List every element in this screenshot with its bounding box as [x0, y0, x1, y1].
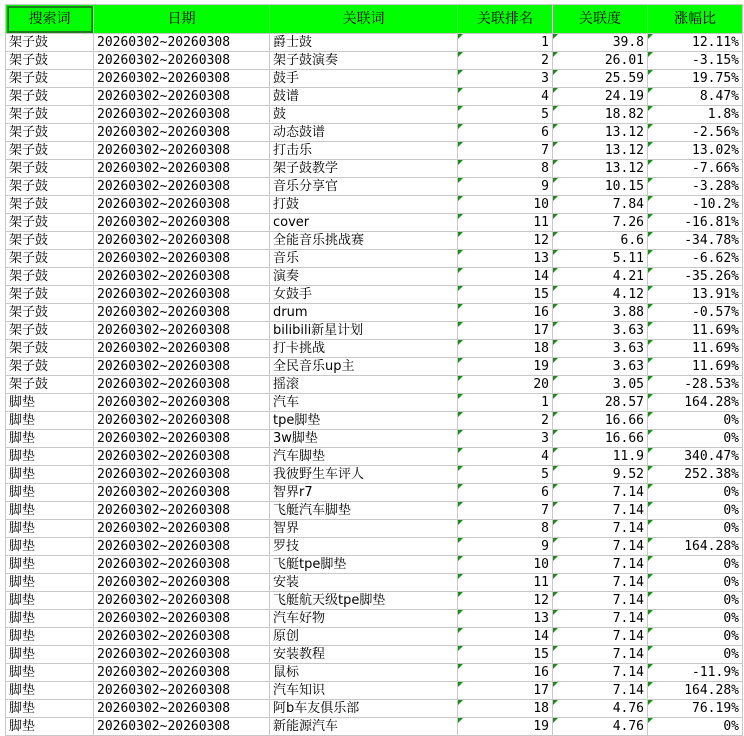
cell-date[interactable]: 20260302~20260308 — [94, 196, 270, 214]
cell-relevance[interactable]: 7.14 — [553, 664, 648, 682]
cell-related-word[interactable]: 飞艇tpe脚垫 — [270, 556, 458, 574]
header-related-word[interactable]: 关联词 — [270, 5, 458, 34]
table-row — [6, 628, 743, 646]
cell-related-rank[interactable]: 17 — [458, 322, 553, 340]
cell-related-rank[interactable]: 2 — [458, 52, 553, 70]
cell-relevance[interactable]: 4.21 — [553, 268, 648, 286]
header-row — [6, 5, 743, 34]
cell-relevance[interactable]: 18.82 — [553, 106, 648, 124]
cell-growth-rate[interactable]: 164.28% — [648, 394, 743, 412]
cell-related-rank[interactable]: 7 — [458, 142, 553, 160]
table-row — [6, 232, 743, 250]
cell-search-term[interactable]: 架子鼓 — [6, 322, 94, 340]
cell-growth-rate[interactable]: 340.47% — [648, 448, 743, 466]
cell-date[interactable]: 20260302~20260308 — [94, 484, 270, 502]
cell-related-rank[interactable]: 18 — [458, 340, 553, 358]
cell-date[interactable]: 20260302~20260308 — [94, 286, 270, 304]
header-related-rank[interactable]: 关联排名 — [458, 5, 553, 34]
cell-search-term[interactable]: 脚垫 — [6, 592, 94, 610]
cell-date[interactable]: 20260302~20260308 — [94, 88, 270, 106]
cell-related-word[interactable]: 鼓谱 — [270, 88, 458, 106]
cell-search-term[interactable]: 脚垫 — [6, 430, 94, 448]
cell-related-word[interactable]: bilibili新星计划 — [270, 322, 458, 340]
cell-search-term[interactable]: 脚垫 — [6, 394, 94, 412]
cell-relevance[interactable]: 7.14 — [553, 520, 648, 538]
cell-related-word[interactable]: 飞艇航天级tpe脚垫 — [270, 592, 458, 610]
table-row — [6, 520, 743, 538]
cell-relevance[interactable]: 7.14 — [553, 538, 648, 556]
cell-growth-rate[interactable]: 13.02% — [648, 142, 743, 160]
table-row — [6, 124, 743, 142]
cell-relevance[interactable]: 4.76 — [553, 700, 648, 718]
cell-related-rank[interactable]: 5 — [458, 466, 553, 484]
cell-growth-rate[interactable]: 0% — [648, 592, 743, 610]
cell-date[interactable]: 20260302~20260308 — [94, 304, 270, 322]
cell-date[interactable]: 20260302~20260308 — [94, 592, 270, 610]
cell-date[interactable]: 20260302~20260308 — [94, 502, 270, 520]
cell-related-word[interactable]: 爵士鼓 — [270, 34, 458, 52]
cell-growth-rate[interactable]: 0% — [648, 412, 743, 430]
cell-related-rank[interactable]: 8 — [458, 520, 553, 538]
cell-growth-rate[interactable]: -10.2% — [648, 196, 743, 214]
cell-relevance[interactable]: 4.76 — [553, 718, 648, 736]
table-row — [6, 700, 743, 718]
cell-relevance[interactable]: 16.66 — [553, 412, 648, 430]
cell-growth-rate[interactable]: -0.57% — [648, 304, 743, 322]
cell-relevance[interactable]: 7.14 — [553, 628, 648, 646]
cell-search-term[interactable]: 架子鼓 — [6, 178, 94, 196]
cell-related-word[interactable]: 鼓手 — [270, 70, 458, 88]
cell-search-term[interactable]: 脚垫 — [6, 628, 94, 646]
cell-relevance[interactable]: 7.14 — [553, 574, 648, 592]
cell-growth-rate[interactable]: 0% — [648, 502, 743, 520]
cell-related-word[interactable]: 女鼓手 — [270, 286, 458, 304]
header-search-term[interactable]: 搜索词 — [6, 5, 94, 34]
table-row — [6, 160, 743, 178]
cell-search-term[interactable]: 架子鼓 — [6, 160, 94, 178]
cell-date[interactable]: 20260302~20260308 — [94, 664, 270, 682]
cell-growth-rate[interactable]: 252.38% — [648, 466, 743, 484]
table-row — [6, 376, 743, 394]
cell-search-term[interactable]: 架子鼓 — [6, 196, 94, 214]
table-row — [6, 502, 743, 520]
table-row — [6, 70, 743, 88]
cell-related-rank[interactable]: 14 — [458, 268, 553, 286]
cell-date[interactable]: 20260302~20260308 — [94, 142, 270, 160]
cell-search-term[interactable]: 架子鼓 — [6, 358, 94, 376]
cell-growth-rate[interactable]: 0% — [648, 484, 743, 502]
cell-related-rank[interactable]: 16 — [458, 664, 553, 682]
header-date[interactable]: 日期 — [94, 5, 270, 34]
cell-relevance[interactable]: 5.11 — [553, 250, 648, 268]
cell-date[interactable]: 20260302~20260308 — [94, 412, 270, 430]
cell-search-term[interactable]: 架子鼓 — [6, 124, 94, 142]
cell-relevance[interactable]: 24.19 — [553, 88, 648, 106]
table-row — [6, 664, 743, 682]
table-row — [6, 142, 743, 160]
cell-date[interactable]: 20260302~20260308 — [94, 160, 270, 178]
cell-related-rank[interactable]: 12 — [458, 592, 553, 610]
cell-relevance[interactable]: 3.05 — [553, 376, 648, 394]
cell-related-word[interactable]: 打鼓 — [270, 196, 458, 214]
cell-growth-rate[interactable]: 11.69% — [648, 340, 743, 358]
cell-relevance[interactable]: 7.14 — [553, 502, 648, 520]
cell-search-term[interactable]: 脚垫 — [6, 538, 94, 556]
cell-growth-rate[interactable]: -6.62% — [648, 250, 743, 268]
cell-growth-rate[interactable]: -35.26% — [648, 268, 743, 286]
cell-relevance[interactable]: 7.14 — [553, 592, 648, 610]
cell-growth-rate[interactable]: 11.69% — [648, 358, 743, 376]
cell-related-rank[interactable]: 12 — [458, 232, 553, 250]
cell-related-rank[interactable]: 10 — [458, 556, 553, 574]
cell-relevance[interactable]: 3.63 — [553, 340, 648, 358]
cell-growth-rate[interactable]: 76.19% — [648, 700, 743, 718]
cell-date[interactable]: 20260302~20260308 — [94, 466, 270, 484]
table-row — [6, 538, 743, 556]
cell-date[interactable]: 20260302~20260308 — [94, 52, 270, 70]
cell-relevance[interactable]: 7.14 — [553, 646, 648, 664]
cell-relevance[interactable]: 7.26 — [553, 214, 648, 232]
cell-related-word[interactable]: 架子鼓演奏 — [270, 52, 458, 70]
cell-date[interactable]: 20260302~20260308 — [94, 232, 270, 250]
cell-search-term[interactable]: 架子鼓 — [6, 250, 94, 268]
cell-relevance[interactable]: 7.84 — [553, 196, 648, 214]
cell-date[interactable]: 20260302~20260308 — [94, 556, 270, 574]
table-row — [6, 646, 743, 664]
table-row — [6, 106, 743, 124]
cell-search-term[interactable]: 架子鼓 — [6, 376, 94, 394]
cell-date[interactable]: 20260302~20260308 — [94, 394, 270, 412]
cell-search-term[interactable]: 脚垫 — [6, 700, 94, 718]
cell-related-word[interactable]: 鼓 — [270, 106, 458, 124]
cell-related-rank[interactable]: 7 — [458, 502, 553, 520]
cell-related-word[interactable]: 智界 — [270, 520, 458, 538]
cell-search-term[interactable]: 脚垫 — [6, 448, 94, 466]
cell-related-word[interactable]: 动态鼓谱 — [270, 124, 458, 142]
cell-date[interactable]: 20260302~20260308 — [94, 250, 270, 268]
cell-growth-rate[interactable]: 0% — [648, 628, 743, 646]
cell-related-rank[interactable]: 15 — [458, 646, 553, 664]
cell-related-word[interactable]: 架子鼓教学 — [270, 160, 458, 178]
cell-relevance[interactable]: 7.14 — [553, 610, 648, 628]
cell-growth-rate[interactable]: -3.28% — [648, 178, 743, 196]
cell-related-rank[interactable]: 6 — [458, 124, 553, 142]
cell-relevance[interactable]: 13.12 — [553, 142, 648, 160]
cell-related-rank[interactable]: 4 — [458, 448, 553, 466]
cell-search-term[interactable]: 脚垫 — [6, 646, 94, 664]
cell-related-rank[interactable]: 19 — [458, 358, 553, 376]
table-body — [6, 34, 743, 736]
table-row — [6, 610, 743, 628]
cell-date[interactable]: 20260302~20260308 — [94, 700, 270, 718]
cell-growth-rate[interactable]: 8.47% — [648, 88, 743, 106]
table-row — [6, 592, 743, 610]
cell-date[interactable]: 20260302~20260308 — [94, 610, 270, 628]
table-row — [6, 250, 743, 268]
cell-search-term[interactable]: 脚垫 — [6, 502, 94, 520]
cell-relevance[interactable]: 11.9 — [553, 448, 648, 466]
cell-related-rank[interactable]: 10 — [458, 196, 553, 214]
cell-date[interactable]: 20260302~20260308 — [94, 124, 270, 142]
cell-relevance[interactable]: 10.15 — [553, 178, 648, 196]
cell-relevance[interactable]: 16.66 — [553, 430, 648, 448]
cell-related-word[interactable]: 鼠标 — [270, 664, 458, 682]
table-row — [6, 322, 743, 340]
cell-related-rank[interactable]: 14 — [458, 628, 553, 646]
cell-growth-rate[interactable]: 12.11% — [648, 34, 743, 52]
cell-related-word[interactable]: 全民音乐up主 — [270, 358, 458, 376]
cell-date[interactable]: 20260302~20260308 — [94, 214, 270, 232]
table-row — [6, 286, 743, 304]
spreadsheet-grid — [5, 4, 743, 736]
cell-growth-rate[interactable]: 13.91% — [648, 286, 743, 304]
header-growth-rate[interactable]: 涨幅比 — [648, 5, 743, 34]
cell-relevance[interactable]: 4.12 — [553, 286, 648, 304]
cell-search-term[interactable]: 架子鼓 — [6, 142, 94, 160]
cell-growth-rate[interactable]: -3.15% — [648, 52, 743, 70]
header-relevance[interactable]: 关联度 — [553, 5, 648, 34]
cell-related-word[interactable]: 原创 — [270, 628, 458, 646]
table-row — [6, 412, 743, 430]
cell-related-word[interactable]: 演奏 — [270, 268, 458, 286]
cell-search-term[interactable]: 架子鼓 — [6, 304, 94, 322]
cell-related-rank[interactable]: 3 — [458, 70, 553, 88]
cell-search-term[interactable]: 脚垫 — [6, 520, 94, 538]
table-row — [6, 340, 743, 358]
cell-related-rank[interactable]: 18 — [458, 700, 553, 718]
cell-related-word[interactable]: 阿b车友俱乐部 — [270, 700, 458, 718]
cell-related-word[interactable]: 全能音乐挑战赛 — [270, 232, 458, 250]
cell-search-term[interactable]: 架子鼓 — [6, 34, 94, 52]
cell-search-term[interactable]: 架子鼓 — [6, 286, 94, 304]
cell-related-word[interactable]: 3w脚垫 — [270, 430, 458, 448]
cell-relevance[interactable]: 9.52 — [553, 466, 648, 484]
cell-relevance[interactable]: 7.14 — [553, 556, 648, 574]
cell-date[interactable]: 20260302~20260308 — [94, 340, 270, 358]
cell-growth-rate[interactable]: 0% — [648, 520, 743, 538]
cell-related-rank[interactable]: 13 — [458, 250, 553, 268]
cell-related-rank[interactable]: 8 — [458, 160, 553, 178]
cell-search-term[interactable]: 脚垫 — [6, 682, 94, 700]
cell-date[interactable]: 20260302~20260308 — [94, 70, 270, 88]
cell-growth-rate[interactable]: 0% — [648, 556, 743, 574]
cell-related-word[interactable]: 汽车好物 — [270, 610, 458, 628]
cell-search-term[interactable]: 架子鼓 — [6, 52, 94, 70]
cell-growth-rate[interactable]: -16.81% — [648, 214, 743, 232]
cell-related-rank[interactable]: 5 — [458, 106, 553, 124]
cell-related-word[interactable]: 罗技 — [270, 538, 458, 556]
cell-related-word[interactable]: drum — [270, 304, 458, 322]
cell-search-term[interactable]: 脚垫 — [6, 574, 94, 592]
cell-date[interactable]: 20260302~20260308 — [94, 448, 270, 466]
cell-related-rank[interactable]: 13 — [458, 610, 553, 628]
cell-related-word[interactable]: 安装教程 — [270, 646, 458, 664]
cell-relevance[interactable]: 6.6 — [553, 232, 648, 250]
cell-date[interactable]: 20260302~20260308 — [94, 520, 270, 538]
table-row — [6, 88, 743, 106]
cell-date[interactable]: 20260302~20260308 — [94, 682, 270, 700]
cell-date[interactable]: 20260302~20260308 — [94, 376, 270, 394]
cell-search-term[interactable]: 架子鼓 — [6, 88, 94, 106]
cell-related-rank[interactable]: 1 — [458, 34, 553, 52]
cell-date[interactable]: 20260302~20260308 — [94, 358, 270, 376]
table-row — [6, 52, 743, 70]
table-row — [6, 304, 743, 322]
cell-relevance[interactable]: 39.8 — [553, 34, 648, 52]
cell-related-rank[interactable]: 11 — [458, 574, 553, 592]
cell-growth-rate[interactable]: 0% — [648, 718, 743, 736]
cell-related-rank[interactable]: 1 — [458, 394, 553, 412]
table-row — [6, 394, 743, 412]
table-row — [6, 556, 743, 574]
cell-relevance[interactable]: 25.59 — [553, 70, 648, 88]
cell-growth-rate[interactable]: 19.75% — [648, 70, 743, 88]
cell-growth-rate[interactable]: 0% — [648, 646, 743, 664]
cell-growth-rate[interactable]: 164.28% — [648, 682, 743, 700]
cell-related-rank[interactable]: 20 — [458, 376, 553, 394]
cell-date[interactable]: 20260302~20260308 — [94, 646, 270, 664]
table-row — [6, 466, 743, 484]
cell-relevance[interactable]: 3.88 — [553, 304, 648, 322]
cell-relevance[interactable]: 13.12 — [553, 124, 648, 142]
cell-search-term[interactable]: 脚垫 — [6, 412, 94, 430]
table-row — [6, 484, 743, 502]
cell-related-word[interactable]: cover — [270, 214, 458, 232]
cell-relevance[interactable]: 3.63 — [553, 322, 648, 340]
cell-search-term[interactable]: 脚垫 — [6, 610, 94, 628]
cell-growth-rate[interactable]: -34.78% — [648, 232, 743, 250]
cell-related-rank[interactable]: 15 — [458, 286, 553, 304]
cell-growth-rate[interactable]: -11.9% — [648, 664, 743, 682]
cell-search-term[interactable]: 架子鼓 — [6, 268, 94, 286]
cell-related-rank[interactable]: 9 — [458, 538, 553, 556]
cell-search-term[interactable]: 脚垫 — [6, 556, 94, 574]
cell-date[interactable]: 20260302~20260308 — [94, 106, 270, 124]
cell-growth-rate[interactable]: -7.66% — [648, 160, 743, 178]
cell-related-rank[interactable]: 16 — [458, 304, 553, 322]
cell-related-word[interactable]: 飞艇汽车脚垫 — [270, 502, 458, 520]
cell-relevance[interactable]: 13.12 — [553, 160, 648, 178]
cell-search-term[interactable]: 脚垫 — [6, 718, 94, 736]
cell-related-word[interactable]: 打卡挑战 — [270, 340, 458, 358]
cell-search-term[interactable]: 脚垫 — [6, 484, 94, 502]
cell-search-term[interactable]: 架子鼓 — [6, 70, 94, 88]
cell-related-word[interactable]: 汽车脚垫 — [270, 448, 458, 466]
table-row — [6, 682, 743, 700]
cell-search-term[interactable]: 脚垫 — [6, 664, 94, 682]
cell-growth-rate[interactable]: 164.28% — [648, 538, 743, 556]
cell-date[interactable]: 20260302~20260308 — [94, 268, 270, 286]
cell-related-word[interactable]: 智界r7 — [270, 484, 458, 502]
cell-related-word[interactable]: 汽车知识 — [270, 682, 458, 700]
cell-related-word[interactable]: tpe脚垫 — [270, 412, 458, 430]
cell-related-rank[interactable]: 9 — [458, 178, 553, 196]
cell-related-word[interactable]: 我彼野生车评人 — [270, 466, 458, 484]
cell-related-rank[interactable]: 4 — [458, 88, 553, 106]
cell-date[interactable]: 20260302~20260308 — [94, 538, 270, 556]
cell-growth-rate[interactable]: 1.8% — [648, 106, 743, 124]
cell-related-word[interactable]: 音乐分享官 — [270, 178, 458, 196]
cell-relevance[interactable]: 7.14 — [553, 682, 648, 700]
cell-search-term[interactable]: 脚垫 — [6, 466, 94, 484]
table-row — [6, 214, 743, 232]
cell-growth-rate[interactable]: 0% — [648, 574, 743, 592]
cell-related-word[interactable]: 音乐 — [270, 250, 458, 268]
cell-growth-rate[interactable]: -28.53% — [648, 376, 743, 394]
cell-date[interactable]: 20260302~20260308 — [94, 718, 270, 736]
cell-growth-rate[interactable]: 0% — [648, 610, 743, 628]
cell-date[interactable]: 20260302~20260308 — [94, 430, 270, 448]
table-row — [6, 448, 743, 466]
cell-related-rank[interactable]: 17 — [458, 682, 553, 700]
cell-related-rank[interactable]: 6 — [458, 484, 553, 502]
cell-date[interactable]: 20260302~20260308 — [94, 628, 270, 646]
cell-search-term[interactable]: 架子鼓 — [6, 232, 94, 250]
cell-related-word[interactable]: 汽车 — [270, 394, 458, 412]
cell-relevance[interactable]: 26.01 — [553, 52, 648, 70]
cell-related-rank[interactable]: 3 — [458, 430, 553, 448]
table-row — [6, 178, 743, 196]
cell-related-rank[interactable]: 2 — [458, 412, 553, 430]
cell-growth-rate[interactable]: -2.56% — [648, 124, 743, 142]
table-row — [6, 574, 743, 592]
cell-growth-rate[interactable]: 11.69% — [648, 322, 743, 340]
cell-related-word[interactable]: 摇滚 — [270, 376, 458, 394]
cell-search-term[interactable]: 架子鼓 — [6, 340, 94, 358]
table-row — [6, 268, 743, 286]
cell-date[interactable]: 20260302~20260308 — [94, 322, 270, 340]
cell-related-word[interactable]: 打击乐 — [270, 142, 458, 160]
cell-growth-rate[interactable]: 0% — [648, 430, 743, 448]
cell-date[interactable]: 20260302~20260308 — [94, 574, 270, 592]
cell-search-term[interactable]: 架子鼓 — [6, 106, 94, 124]
table-row — [6, 34, 743, 52]
cell-related-word[interactable]: 安装 — [270, 574, 458, 592]
cell-search-term[interactable]: 架子鼓 — [6, 214, 94, 232]
cell-relevance[interactable]: 3.63 — [553, 358, 648, 376]
cell-relevance[interactable]: 28.57 — [553, 394, 648, 412]
cell-relevance[interactable]: 7.14 — [553, 484, 648, 502]
table-row — [6, 430, 743, 448]
cell-date[interactable]: 20260302~20260308 — [94, 34, 270, 52]
table-row — [6, 358, 743, 376]
cell-related-rank[interactable]: 19 — [458, 718, 553, 736]
table-row — [6, 196, 743, 214]
cell-related-rank[interactable]: 11 — [458, 214, 553, 232]
cell-date[interactable]: 20260302~20260308 — [94, 178, 270, 196]
cell-related-word[interactable]: 新能源汽车 — [270, 718, 458, 736]
